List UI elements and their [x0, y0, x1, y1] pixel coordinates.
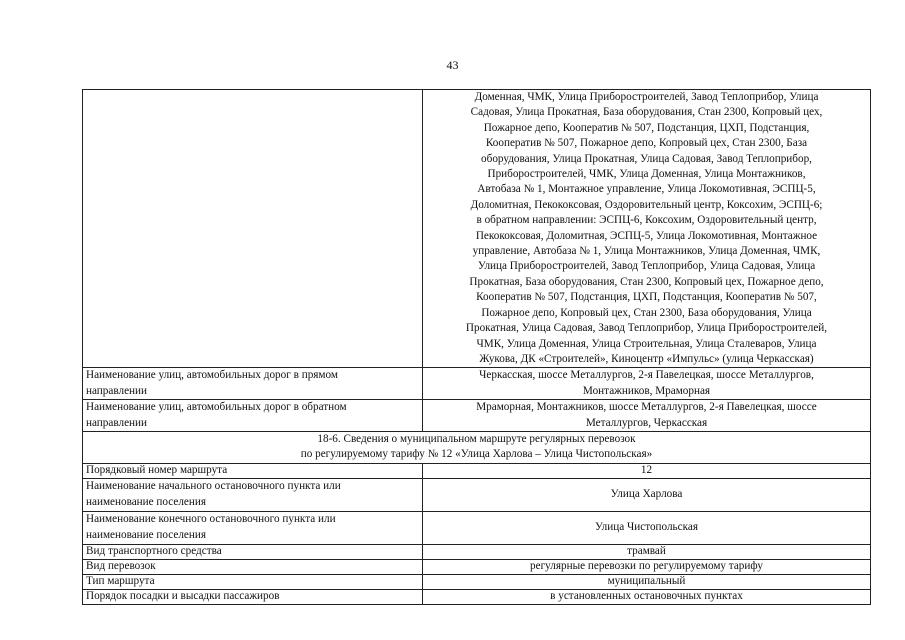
stops-line: оборудования, Улица Прокатная, Улица Садовая, Завод Теплоприбор, — [481, 152, 812, 165]
stops-line: Приборостроителей, ЧМК, Улица Доменная, Улица Монтажников, — [487, 168, 806, 181]
label-line: направлении — [86, 416, 147, 429]
table-row — [83, 478, 871, 511]
stops-line: Жукова, ДК «Строителей», Киноцентр «Импульс» (улица Черкасская) — [479, 352, 814, 365]
start-stop-value: Улица Харлова — [423, 478, 871, 511]
reverse-streets-label — [83, 400, 423, 432]
start-stop-label — [83, 478, 423, 511]
label-line: Наименование конечного остановочного пункта или — [86, 513, 336, 526]
stops-line: Кооператив № 507, Подстанция, ЦХП, Подстанция, Кооператив № 507, — [476, 291, 817, 304]
route-info-table — [82, 89, 871, 605]
stops-line: Пожарное депо, Кооператив № 507, Подстанция, ЦХП, Подстанция, — [483, 121, 810, 134]
vehicle-type-label: Вид транспортного средства — [83, 544, 423, 559]
route-type-value: муниципальный — [423, 574, 871, 589]
stops-line: Садовая, Улица Прокатная, База оборудования, Стан 2300, Копровый цех, — [470, 106, 823, 119]
table-row — [83, 559, 871, 574]
stops-list-continuation — [423, 90, 871, 368]
empty-label-cell — [83, 90, 423, 368]
table-row — [83, 589, 871, 604]
stops-line: управление, Автобаза № 1, Улица Монтажников, Улица Доменная, ЧМК, — [472, 245, 821, 258]
stops-line: Улица Приборостроителей, Завод Теплоприбор, Улица Садовая, Улица — [477, 260, 816, 273]
route-number-value: 12 — [423, 463, 871, 478]
label-line: Наименование улиц, автомобильных дорог в прямом — [86, 369, 338, 382]
boarding-order-label: Порядок посадки и высадки пассажиров — [83, 589, 423, 604]
label-line: Наименование улиц, автомобильных дорог в обратном — [86, 401, 347, 414]
stops-line: ЧМК, Улица Доменная, Улица Строительная, Улица Сталеваров, Улица — [476, 337, 817, 350]
label-line: Наименование начального остановочного пункта или — [86, 480, 341, 493]
stops-line: Кооператив № 507, Пожарное депо, Копровый цех, Стан 2300, База — [485, 137, 808, 150]
stops-line: Пекококсовая, Доломитная, ЭСПЦ-5, Улица Локомотивная, Монтажное — [475, 229, 818, 242]
value-line: Мраморная, Монтажников, шоссе Металлургов, 2-я Павелецкая, шоссе — [476, 401, 817, 414]
heading-line: 18-6. Сведения о муниципальном маршруте регулярных перевозок — [317, 432, 636, 445]
transport-kind-label: Вид перевозок — [83, 559, 423, 574]
stops-line: Доменная, ЧМК, Улица Приборостроителей, Завод Теплоприбор, Улица — [474, 91, 819, 103]
table-row — [83, 400, 871, 432]
page-number: 43 — [446, 58, 459, 72]
label-line: направлении — [86, 384, 147, 397]
table-row — [83, 431, 871, 463]
end-stop-label — [83, 511, 423, 544]
reverse-streets-value — [423, 400, 871, 432]
table-row — [83, 90, 871, 368]
section-heading — [83, 431, 871, 463]
stops-line: Пожарное депо, Копровый цех, Стан 2300, База оборудования, Улица — [481, 306, 812, 319]
stops-line: Прокатная, База оборудования, Стан 2300, Копровый цех, Пожарное депо, — [469, 275, 824, 288]
label-line: наименование поселения — [86, 528, 206, 541]
label-line: наименование поселения — [86, 495, 206, 508]
vehicle-type-value: трамвай — [423, 544, 871, 559]
stops-line: Доломитная, Пекококсовая, Оздоровительный центр, Коксохим, ЭСПЦ-6; — [470, 198, 823, 211]
stops-line: в обратном направлении: ЭСПЦ-6, Коксохим, Оздоровительный центр, — [476, 214, 817, 227]
table-row — [83, 511, 871, 544]
stops-line: Прокатная, Улица Садовая, Завод Теплоприбор, Улица Приборостроителей, — [465, 322, 828, 335]
table-row — [83, 463, 871, 478]
value-line: Черкасская, шоссе Металлургов, 2-я Павелецкая, шоссе Металлургов, — [479, 369, 814, 382]
forward-streets-value — [423, 368, 871, 400]
value-line: Металлургов, Черкасская — [585, 416, 708, 429]
table-row — [83, 574, 871, 589]
value-line: Монтажников, Мраморная — [582, 384, 711, 397]
boarding-order-value: в установленных остановочных пунктах — [423, 589, 871, 604]
stops-line: Автобаза № 1, Монтажное управление, Улица Локомотивная, ЭСПЦ-5, — [477, 183, 816, 196]
transport-kind-value: регулярные перевозки по регулируемому тарифу — [423, 559, 871, 574]
heading-line: по регулируемому тарифу № 12 «Улица Харлова – Улица Чистопольская» — [300, 448, 653, 461]
route-number-label: Порядковый номер маршрута — [83, 463, 423, 478]
end-stop-value: Улица Чистопольская — [423, 511, 871, 544]
forward-streets-label — [83, 368, 423, 400]
route-type-label: Тип маршрута — [83, 574, 423, 589]
table-row — [83, 368, 871, 400]
table-row — [83, 544, 871, 559]
